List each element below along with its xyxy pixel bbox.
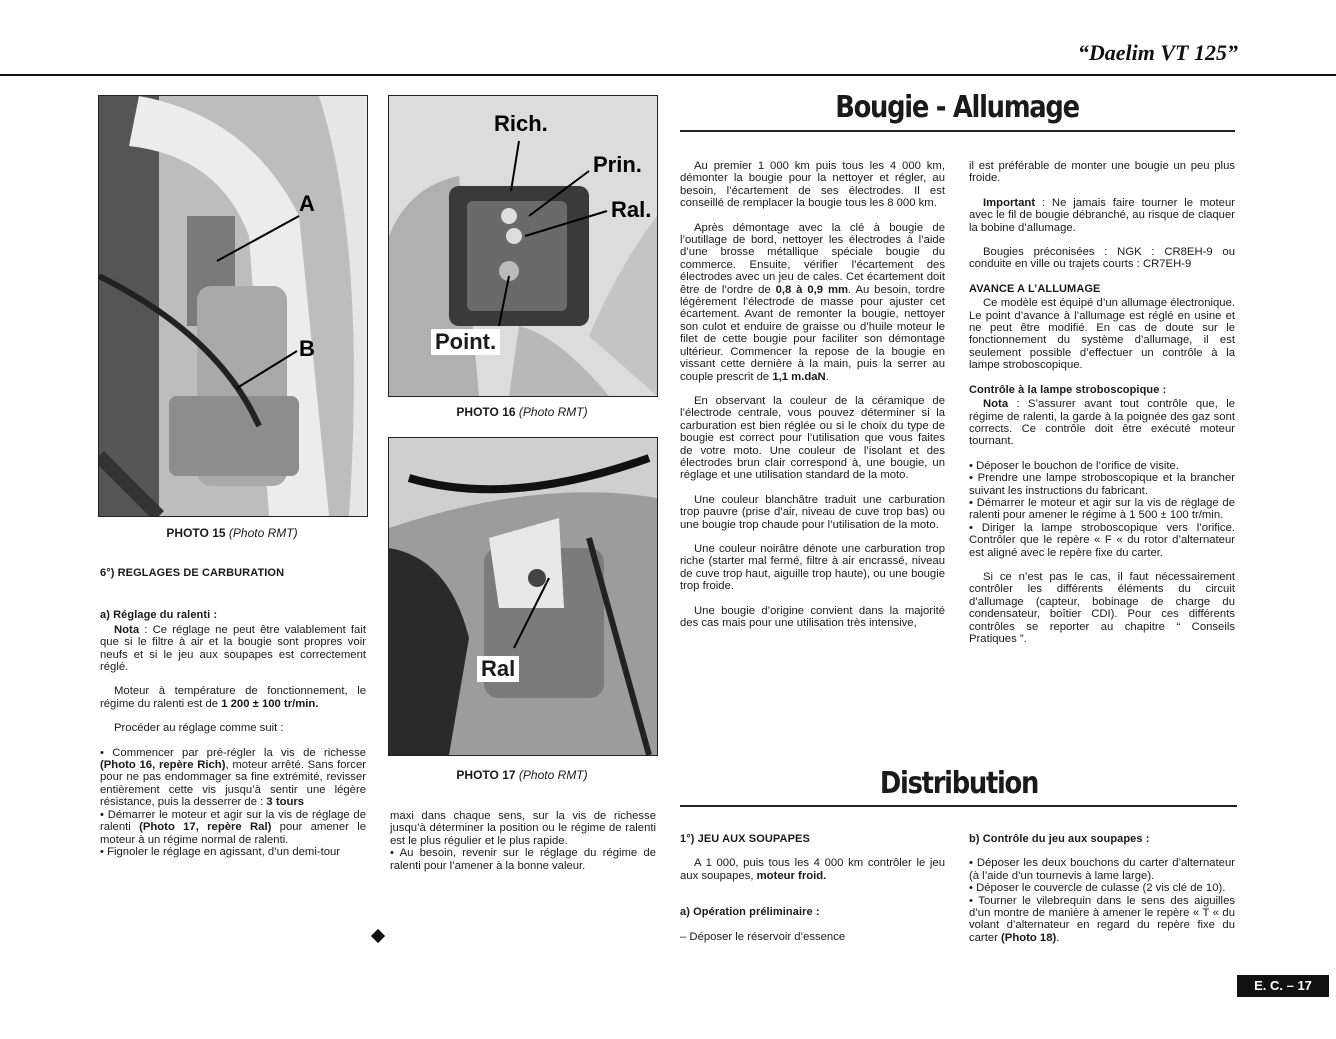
photo-17-caption bbox=[388, 768, 656, 782]
section-title-bougie: Bougie - Allumage bbox=[835, 90, 1079, 125]
heading-avance: AVANCE A L’ALLUMAGE bbox=[969, 282, 1101, 295]
bougie-column-right bbox=[969, 160, 1235, 657]
paragraph-bougies: Bougies préconisées : NGK : CR8EH-9 ou conduite en ville ou trajets courts : CR7EH-9 bbox=[969, 246, 1235, 271]
item-text: Commencer par pré-régler la vis de richesse bbox=[112, 746, 367, 759]
photo-15 bbox=[98, 95, 368, 517]
section-rule-bougie bbox=[680, 130, 1235, 132]
item-text: Au besoin, revenir sur le réglage du régime de ralenti pour l’amener à la bonne valeur. bbox=[390, 847, 656, 872]
item-ref: (Photo 17, repère Ral) bbox=[139, 821, 272, 834]
photo-16-caption-bold: PHOTO 16 bbox=[456, 405, 516, 419]
nota-text: : S’assurer avant tout contrôle que, le régime de ralenti, la garde à la poignée des gaz sont corrects. Ce contrôle doit être exécuté moteur tournant. bbox=[969, 398, 1235, 448]
heading-controle-strobo: Contrôle à la lampe stroboscopique : bbox=[969, 383, 1167, 396]
item-ref: (Photo 18) bbox=[1001, 931, 1057, 944]
item-text: . bbox=[1056, 931, 1060, 944]
list-item: • Diriger la lampe stroboscopique vers l’orifice. Contrôler que le repère « F « du rotor d’alternateur est aligné avec le repère fixe du carter. bbox=[969, 522, 1235, 559]
paragraph: Une couleur noirâtre dénote une carburation trop riche (starter mal fermé, filtre à air encrassé, niveau de cuve trop haut, aiguille trop haute), ou une bougie trop froide. bbox=[680, 542, 945, 593]
bougie-column-left bbox=[680, 160, 945, 641]
regime-text: Moteur à température de fonctionnement, le régime du ralenti est de bbox=[100, 685, 366, 710]
list-item: • Déposer les deux bouchons du carter d’alternateur (à l’aide d’un tournevis à lame large). bbox=[969, 857, 1235, 882]
paragraph: Au premier 1 000 km puis tous les 4 000 km, démonter la bougie pour la nettoyer et régler, au besoin, l’écartement de ses électrodes. Il est conseillé de remplacer la bougie tous les 8 000 km. bbox=[680, 160, 945, 210]
photo-17 bbox=[388, 437, 658, 756]
section-rule-distribution bbox=[680, 805, 1237, 807]
regime-value: 1 200 ± 100 tr/min. bbox=[221, 697, 319, 710]
photo-16-caption bbox=[388, 405, 656, 419]
important-label: Important bbox=[983, 196, 1036, 209]
heading-controle-jeu: b) Contrôle du jeu aux soupapes : bbox=[969, 833, 1150, 845]
photo-15-caption-bold: PHOTO 15 bbox=[166, 526, 226, 540]
value: 1,1 m.daN bbox=[772, 370, 826, 383]
important-text: : Ne jamais faire tourner le moteur avec le fil de bougie débranché, au risque de claquer la bobine d’allumage. bbox=[969, 196, 1235, 234]
list-controle-jeu bbox=[969, 857, 1235, 944]
paragraph-nota bbox=[969, 398, 1235, 448]
list-item: • Déposer le couvercle de culasse (2 vis clé de 10). bbox=[969, 882, 1235, 894]
photo-15-label-a: A bbox=[299, 191, 315, 216]
text: . bbox=[825, 370, 829, 383]
paragraph: – Déposer le réservoir d’essence bbox=[680, 930, 846, 943]
nota-text: : Ce réglage ne peut être valablement fait que si le filtre à air et la bougie sont propres voir neufs et si le jeu aux soupapes est correctement réglé. bbox=[100, 623, 366, 674]
photo-16-label-rich: Rich. bbox=[494, 111, 548, 136]
paragraph: Ce modèle est équipé d’un allumage électronique. Le point d’avance à l’allumage est réglé en usine et ne peut être modifié. En cas de doute sur le fonctionnement du système d’allumage, il est seulement possible d’effectuer un contrôle à la lampe stroboscopique. bbox=[969, 297, 1235, 372]
item-text: Fignoler le réglage en agissant, d’un demi-tour bbox=[107, 845, 341, 858]
paragraph: Si ce n’est pas le cas, il faut nécessairement contrôler les différents éléments du circuit d’allumage (capteur, bobinage de charge du condensateur, boîtier CDI). Pour ces différents contrôles se reporter au chapitre “ Conseils Pratiques ”. bbox=[969, 570, 1235, 645]
photo-17-caption-bold: PHOTO 17 bbox=[456, 768, 516, 782]
list-strobo bbox=[969, 460, 1235, 559]
list-au-besoin bbox=[390, 847, 656, 872]
text: Après démontage avec la clé à bougie de l’outillage de bord, nettoyer les électrodes à l’aide d’une brosse métallique spéciale bougie du commerce. Ensuite, vérifier l’écartement des électrodes avec un jeu de cales. Cet écartement doit être de l’ordre de bbox=[680, 221, 945, 296]
paragraph: En observant la couleur de la céramique de l’électrode centrale, vous pouvez déterminer si la carburation est bien réglée ou si le choix du type de bougie est correct pour l’utilisation que vous faites de votre moto. Une couleur de l’isolant et des électrodes brun clair correspond à, une bougie, un réglage et une utilisation standard de la moto. bbox=[680, 394, 945, 482]
header-rule bbox=[0, 74, 1336, 76]
list-item bbox=[969, 895, 1235, 945]
photo-16-label-prin: Prin. bbox=[593, 152, 642, 177]
column-1 bbox=[100, 567, 366, 870]
nota-label: Nota bbox=[983, 398, 1009, 411]
photo-15-label-b: B bbox=[299, 336, 315, 361]
section-heading-carburation: 6°) REGLAGES DE CARBURATION bbox=[100, 567, 285, 579]
photo-16-label-ral: Ral. bbox=[611, 197, 652, 222]
paragraph bbox=[680, 857, 945, 882]
value: 0,8 à 0,9 mm bbox=[775, 283, 849, 296]
list-reglage bbox=[100, 747, 366, 859]
text: . Au besoin, tordre légèrement l’électrode de masse pour ajuster cet écartement. Avant de remonter la bougie, nettoyer son culot et enduire de graisse ou d’huile moteur le filet de cette bougie pour faciliter son démontage ultérieur. Commencer la repose de la bougie en vissant cette dernière à la main, puis la serrer au couple prescrit de bbox=[680, 283, 945, 383]
running-header-title: “Daelim VT 125” bbox=[1077, 40, 1238, 65]
distribution-column-left bbox=[680, 833, 945, 955]
list-item bbox=[100, 747, 366, 809]
page-number-badge: E. C. – 17 bbox=[1237, 975, 1329, 997]
paragraph: Une couleur blanchâtre traduit une carburation trop pauvre (prise d’air, niveau de cuve trop bas) ou une bougie trop chaude pour l’utilisation de la moto. bbox=[680, 493, 945, 531]
paragraph-regime bbox=[100, 685, 366, 710]
section-title-distribution: Distribution bbox=[879, 766, 1039, 801]
photo-16-caption-credit: (Photo RMT) bbox=[518, 405, 588, 419]
photo-16-label-point: Point. bbox=[431, 329, 500, 355]
distribution-column-right bbox=[969, 833, 1235, 956]
item-text: Démarrer le moteur et agir sur la vis de réglage de ralenti bbox=[100, 808, 366, 834]
nota-label: Nota bbox=[114, 623, 140, 636]
list-item: • Déposer le bouchon de l’orifice de visite. bbox=[969, 460, 1235, 472]
photo-17-label-ral: Ral bbox=[477, 656, 519, 682]
heading-operation-preliminaire: a) Opération préliminaire : bbox=[680, 906, 820, 919]
item-text: pour amener le moteur à un régime normal de ralenti. bbox=[100, 821, 366, 846]
list-item: • Démarrer le moteur et agir sur la vis de réglage de ralenti pour amener le régime à 1 500 ± 100 tr/min. bbox=[969, 497, 1235, 522]
paragraph-nota bbox=[100, 624, 366, 674]
item-text: Tourner le vilebrequin dans le sens des aiguilles d’un montre de manière à amener le repère « T « du volant d’alternateur en regard du repère fixe du carter bbox=[969, 894, 1236, 944]
text: A 1 000, puis tous les 4 000 km contrôler le jeu aux soupapes, bbox=[680, 857, 945, 882]
list-item bbox=[390, 847, 656, 872]
list-item bbox=[100, 809, 366, 846]
paragraph-maxi: maxi dans chaque sens, sur la vis de richesse jusqu’à déterminer la position ou le régime de ralenti est le plus régulier et le plus rapide. bbox=[390, 810, 656, 847]
paragraph-proceder: Procéder au réglage comme suit : bbox=[114, 722, 284, 735]
photo-15-caption bbox=[98, 526, 366, 540]
paragraph bbox=[680, 222, 945, 383]
paragraph: Une bougie d’origine convient dans la majorité des cas mais pour une utilisation très intensive, bbox=[680, 604, 945, 629]
heading-jeu-soupapes: 1°) JEU AUX SOUPAPES bbox=[680, 833, 810, 845]
item-ref: (Photo 16, repère Rich) bbox=[100, 759, 226, 772]
column-2 bbox=[390, 810, 656, 884]
photo-15-caption-credit: (Photo RMT) bbox=[228, 526, 298, 540]
paragraph-important bbox=[969, 197, 1235, 234]
paragraph: il est préférable de monter une bougie un peu plus froide. bbox=[969, 160, 1235, 185]
item-value: 3 tours bbox=[266, 796, 305, 809]
list-item: • Prendre une lampe stroboscopique et la brancher suivant les instructions du fabricant. bbox=[969, 472, 1235, 497]
diamond-ornament bbox=[371, 929, 385, 943]
value: moteur froid. bbox=[756, 869, 827, 882]
item-text: , moteur arrêté. Sans forcer pour ne pas endommager sa fine extrémité, revisser entièrement cette vis jusqu’à sentir une légère résistance, puis la desserrer de : bbox=[100, 759, 366, 809]
subheading-ralenti: a) Réglage du ralenti : bbox=[100, 609, 218, 622]
list-item bbox=[100, 846, 366, 858]
photo-16 bbox=[388, 95, 658, 397]
photo-17-caption-credit: (Photo RMT) bbox=[518, 768, 588, 782]
